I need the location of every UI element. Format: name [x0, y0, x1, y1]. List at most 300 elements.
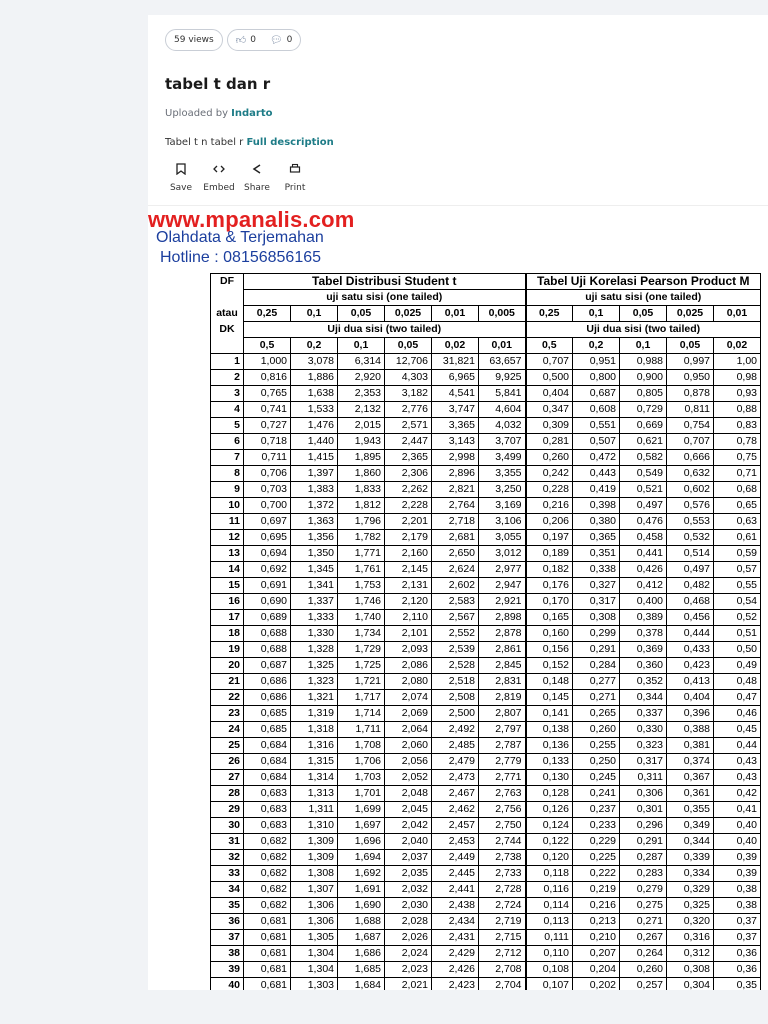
- value-cell: 0,65: [714, 498, 761, 514]
- value-cell: 0,688: [244, 642, 291, 658]
- value-cell: 0,497: [620, 498, 667, 514]
- value-cell: 2,733: [479, 866, 526, 882]
- value-cell: 0,443: [573, 466, 620, 482]
- value-cell: 1,314: [291, 770, 338, 786]
- value-cell: 0,68: [714, 482, 761, 498]
- df-cell: 39: [211, 962, 244, 978]
- value-cell: 2,920: [338, 370, 385, 386]
- value-cell: 2,539: [432, 642, 479, 658]
- value-cell: 2,764: [432, 498, 479, 514]
- document-page: [148, 15, 768, 990]
- df-cell: 28: [211, 786, 244, 802]
- value-cell: 0,279: [620, 882, 667, 898]
- value-cell: 1,321: [291, 690, 338, 706]
- value-cell: 1,721: [338, 674, 385, 690]
- value-cell: 3,106: [479, 514, 526, 530]
- two-tailed-r-level: 0,5: [526, 338, 573, 354]
- table-row: [211, 562, 761, 578]
- value-cell: 1,356: [291, 530, 338, 546]
- value-cell: 1,708: [338, 738, 385, 754]
- value-cell: 0,107: [526, 978, 573, 991]
- value-cell: 1,725: [338, 658, 385, 674]
- print-label: Print: [284, 183, 306, 193]
- table-row: [211, 834, 761, 850]
- table-row: [211, 418, 761, 434]
- value-cell: 3,250: [479, 482, 526, 498]
- value-cell: 2,032: [385, 882, 432, 898]
- value-cell: 0,40: [714, 834, 761, 850]
- df-cell: 19: [211, 642, 244, 658]
- value-cell: 1,323: [291, 674, 338, 690]
- value-cell: 3,078: [291, 354, 338, 370]
- value-cell: 2,807: [479, 706, 526, 722]
- value-cell: 0,576: [667, 498, 714, 514]
- value-cell: 2,977: [479, 562, 526, 578]
- value-cell: 0,250: [573, 754, 620, 770]
- df-cell: 27: [211, 770, 244, 786]
- value-cell: 0,204: [573, 962, 620, 978]
- df-cell: 11: [211, 514, 244, 530]
- value-cell: 1,533: [291, 402, 338, 418]
- value-cell: 6,965: [432, 370, 479, 386]
- value-cell: 0,128: [526, 786, 573, 802]
- value-cell: 6,314: [338, 354, 385, 370]
- comment-icon[interactable]: 💬︎: [269, 34, 283, 46]
- value-cell: 0,148: [526, 674, 573, 690]
- value-cell: 0,754: [667, 418, 714, 434]
- table-row: [211, 978, 761, 991]
- value-cell: 0,219: [573, 882, 620, 898]
- value-cell: 0,351: [573, 546, 620, 562]
- value-cell: 0,951: [573, 354, 620, 370]
- value-cell: 0,264: [620, 946, 667, 962]
- value-cell: 0,686: [244, 690, 291, 706]
- value-cell: 0,271: [573, 690, 620, 706]
- table-row: [211, 482, 761, 498]
- code-icon: [213, 163, 225, 179]
- df-cell: 16: [211, 594, 244, 610]
- value-cell: 0,497: [667, 562, 714, 578]
- value-cell: 0,308: [573, 610, 620, 626]
- value-cell: 12,706: [385, 354, 432, 370]
- value-cell: 0,900: [620, 370, 667, 386]
- table-row: [211, 914, 761, 930]
- r-table-title: Tabel Uji Korelasi Pearson Product M: [526, 274, 761, 290]
- value-cell: 0,52: [714, 610, 761, 626]
- value-cell: 0,271: [620, 914, 667, 930]
- statistics-table: [210, 273, 761, 990]
- value-cell: 0,441: [620, 546, 667, 562]
- value-cell: 3,355: [479, 466, 526, 482]
- embed-button[interactable]: [203, 163, 235, 193]
- value-cell: 0,36: [714, 962, 761, 978]
- value-cell: 31,821: [432, 354, 479, 370]
- value-cell: 0,42: [714, 786, 761, 802]
- value-cell: 0,500: [526, 370, 573, 386]
- table-row: [211, 450, 761, 466]
- value-cell: 0,338: [573, 562, 620, 578]
- table-row: [211, 754, 761, 770]
- value-cell: 3,055: [479, 530, 526, 546]
- value-cell: 0,741: [244, 402, 291, 418]
- table-row: [211, 466, 761, 482]
- value-cell: 3,499: [479, 450, 526, 466]
- share-label: Share: [244, 183, 270, 193]
- value-cell: 0,237: [573, 802, 620, 818]
- value-cell: 0,707: [667, 434, 714, 450]
- value-cell: 1,686: [338, 946, 385, 962]
- value-cell: 0,950: [667, 370, 714, 386]
- value-cell: 0,283: [620, 866, 667, 882]
- df-cell: 35: [211, 898, 244, 914]
- value-cell: 0,765: [244, 386, 291, 402]
- value-cell: 0,111: [526, 930, 573, 946]
- value-cell: 2,028: [385, 914, 432, 930]
- value-cell: 1,350: [291, 546, 338, 562]
- value-cell: 1,714: [338, 706, 385, 722]
- value-cell: 9,925: [479, 370, 526, 386]
- value-cell: 1,833: [338, 482, 385, 498]
- df-cell: 21: [211, 674, 244, 690]
- value-cell: 2,056: [385, 754, 432, 770]
- value-cell: 3,747: [432, 402, 479, 418]
- value-cell: 2,947: [479, 578, 526, 594]
- value-cell: 0,811: [667, 402, 714, 418]
- value-cell: 0,113: [526, 914, 573, 930]
- document-viewer[interactable]: [148, 207, 768, 990]
- df-cell: 15: [211, 578, 244, 594]
- value-cell: 0,39: [714, 866, 761, 882]
- t-one-tailed-label: uji satu sisi (one tailed): [244, 290, 526, 306]
- value-cell: 0,317: [573, 594, 620, 610]
- value-cell: 0,160: [526, 626, 573, 642]
- value-cell: 1,00: [714, 354, 761, 370]
- value-cell: 0,35: [714, 978, 761, 991]
- value-cell: 0,681: [244, 962, 291, 978]
- value-cell: 2,228: [385, 498, 432, 514]
- value-cell: 0,419: [573, 482, 620, 498]
- value-cell: 2,624: [432, 562, 479, 578]
- value-cell: 2,898: [479, 610, 526, 626]
- value-cell: 2,015: [338, 418, 385, 434]
- value-cell: 2,035: [385, 866, 432, 882]
- value-cell: 1,687: [338, 930, 385, 946]
- value-cell: 0,133: [526, 754, 573, 770]
- df-label-dk: DK: [211, 322, 244, 338]
- value-cell: 0,93: [714, 386, 761, 402]
- value-cell: 0,309: [526, 418, 573, 434]
- value-cell: 0,306: [620, 786, 667, 802]
- value-cell: 0,202: [573, 978, 620, 991]
- value-cell: 0,681: [244, 946, 291, 962]
- value-cell: 0,682: [244, 866, 291, 882]
- value-cell: 0,120: [526, 850, 573, 866]
- two-tailed-r-level: 0,1: [620, 338, 667, 354]
- value-cell: 1,316: [291, 738, 338, 754]
- value-cell: 1,363: [291, 514, 338, 530]
- two-tailed-t-level: 0,2: [291, 338, 338, 354]
- value-cell: 0,54: [714, 594, 761, 610]
- author-link[interactable]: Indarto: [231, 108, 273, 119]
- one-tailed-r-level: 0,25: [526, 306, 573, 322]
- value-cell: 2,262: [385, 482, 432, 498]
- value-cell: 2,030: [385, 898, 432, 914]
- table-row: [211, 514, 761, 530]
- df-cell: 12: [211, 530, 244, 546]
- value-cell: 0,367: [667, 770, 714, 786]
- value-cell: 0,681: [244, 914, 291, 930]
- table-row: [211, 402, 761, 418]
- df-cell: 30: [211, 818, 244, 834]
- full-description-link[interactable]: Full description: [246, 137, 334, 148]
- value-cell: 4,541: [432, 386, 479, 402]
- value-cell: 2,045: [385, 802, 432, 818]
- value-cell: 1,717: [338, 690, 385, 706]
- value-cell: 1,000: [244, 354, 291, 370]
- df-cell: 34: [211, 882, 244, 898]
- table-row: [211, 626, 761, 642]
- value-cell: 1,328: [291, 642, 338, 658]
- value-cell: 2,064: [385, 722, 432, 738]
- table-row: [211, 786, 761, 802]
- value-cell: 1,697: [338, 818, 385, 834]
- value-cell: 0,98: [714, 370, 761, 386]
- value-cell: 0,690: [244, 594, 291, 610]
- uploaded-by: [165, 108, 273, 119]
- likes-count: 0: [250, 35, 256, 45]
- value-cell: 2,738: [479, 850, 526, 866]
- df-cell: 3: [211, 386, 244, 402]
- value-cell: 0,727: [244, 418, 291, 434]
- value-cell: 0,369: [620, 642, 667, 658]
- value-cell: 0,57: [714, 562, 761, 578]
- value-cell: 1,638: [291, 386, 338, 402]
- value-cell: 0,145: [526, 690, 573, 706]
- table-row: [211, 370, 761, 386]
- value-cell: 2,583: [432, 594, 479, 610]
- print-button[interactable]: [279, 163, 311, 193]
- value-cell: 1,782: [338, 530, 385, 546]
- value-cell: 0,316: [667, 930, 714, 946]
- df-cell: 7: [211, 450, 244, 466]
- value-cell: 0,816: [244, 370, 291, 386]
- value-cell: 1,476: [291, 418, 338, 434]
- value-cell: 0,257: [620, 978, 667, 991]
- value-cell: 1,372: [291, 498, 338, 514]
- one-tailed-r-level: 0,01: [714, 306, 761, 322]
- value-cell: 2,021: [385, 978, 432, 991]
- value-cell: 0,692: [244, 562, 291, 578]
- value-cell: 0,582: [620, 450, 667, 466]
- value-cell: 0,344: [620, 690, 667, 706]
- value-cell: 5,841: [479, 386, 526, 402]
- value-cell: 0,55: [714, 578, 761, 594]
- value-cell: 1,711: [338, 722, 385, 738]
- value-cell: 2,306: [385, 466, 432, 482]
- value-cell: 0,118: [526, 866, 573, 882]
- one-tailed-r-level: 0,1: [573, 306, 620, 322]
- df-cell: 40: [211, 978, 244, 991]
- value-cell: 0,325: [667, 898, 714, 914]
- value-cell: 3,707: [479, 434, 526, 450]
- value-cell: 0,423: [667, 658, 714, 674]
- value-cell: 2,602: [432, 578, 479, 594]
- value-cell: 0,308: [667, 962, 714, 978]
- value-cell: 0,141: [526, 706, 573, 722]
- table-row: [211, 498, 761, 514]
- value-cell: 2,763: [479, 786, 526, 802]
- one-tailed-t-level: 0,1: [291, 306, 338, 322]
- views-badge: [165, 29, 223, 51]
- save-button[interactable]: [165, 163, 197, 193]
- value-cell: 0,687: [244, 658, 291, 674]
- value-cell: 0,130: [526, 770, 573, 786]
- print-icon: [289, 163, 301, 179]
- value-cell: 0,213: [573, 914, 620, 930]
- value-cell: 0,165: [526, 610, 573, 626]
- two-tailed-t-level: 0,05: [385, 338, 432, 354]
- value-cell: 0,361: [667, 786, 714, 802]
- brand-subtitle: Olahdata & Terjemahan: [156, 229, 324, 246]
- two-tailed-t-level: 0,5: [244, 338, 291, 354]
- value-cell: 0,36: [714, 946, 761, 962]
- value-cell: 0,337: [620, 706, 667, 722]
- value-cell: 1,440: [291, 434, 338, 450]
- value-cell: 0,334: [667, 866, 714, 882]
- value-cell: 2,453: [432, 834, 479, 850]
- df-cell: 1: [211, 354, 244, 370]
- brand-url: www.mpanalis.com: [148, 207, 355, 232]
- value-cell: 1,325: [291, 658, 338, 674]
- value-cell: 1,318: [291, 722, 338, 738]
- value-cell: 1,341: [291, 578, 338, 594]
- value-cell: 0,682: [244, 882, 291, 898]
- value-cell: 0,689: [244, 610, 291, 626]
- value-cell: 0,476: [620, 514, 667, 530]
- one-tailed-t-level: 0,25: [244, 306, 291, 322]
- table-row: [211, 354, 761, 370]
- table-row: [211, 770, 761, 786]
- value-cell: 0,38: [714, 882, 761, 898]
- value-cell: 0,412: [620, 578, 667, 594]
- value-cell: 0,532: [667, 530, 714, 546]
- value-cell: 0,317: [620, 754, 667, 770]
- value-cell: 0,507: [573, 434, 620, 450]
- value-cell: 1,685: [338, 962, 385, 978]
- df-cell: 2: [211, 370, 244, 386]
- value-cell: 0,312: [667, 946, 714, 962]
- two-tailed-r-level: 0,2: [573, 338, 620, 354]
- value-cell: 2,921: [479, 594, 526, 610]
- value-cell: 2,048: [385, 786, 432, 802]
- value-cell: 0,691: [244, 578, 291, 594]
- value-cell: 2,571: [385, 418, 432, 434]
- df-cell: 8: [211, 466, 244, 482]
- df-cell: 22: [211, 690, 244, 706]
- value-cell: 0,291: [573, 642, 620, 658]
- value-cell: 0,685: [244, 706, 291, 722]
- value-cell: 2,132: [338, 402, 385, 418]
- value-cell: 0,344: [667, 834, 714, 850]
- value-cell: 1,734: [338, 626, 385, 642]
- value-cell: 0,878: [667, 386, 714, 402]
- table-row: [211, 818, 761, 834]
- value-cell: 0,304: [667, 978, 714, 991]
- value-cell: 2,447: [385, 434, 432, 450]
- value-cell: 3,365: [432, 418, 479, 434]
- value-cell: 2,750: [479, 818, 526, 834]
- table-row: [211, 962, 761, 978]
- value-cell: 0,400: [620, 594, 667, 610]
- value-cell: 0,621: [620, 434, 667, 450]
- value-cell: 0,170: [526, 594, 573, 610]
- value-cell: 2,110: [385, 610, 432, 626]
- value-cell: 0,311: [620, 770, 667, 786]
- share-icon: [251, 163, 263, 179]
- action-bar: [165, 163, 311, 193]
- df-cell: 14: [211, 562, 244, 578]
- value-cell: 1,746: [338, 594, 385, 610]
- one-tailed-levels-row: [211, 306, 761, 322]
- df-cell: 29: [211, 802, 244, 818]
- value-cell: 2,040: [385, 834, 432, 850]
- value-cell: 0,156: [526, 642, 573, 658]
- two-tailed-t-level: 0,02: [432, 338, 479, 354]
- value-cell: 1,692: [338, 866, 385, 882]
- value-cell: 0,352: [620, 674, 667, 690]
- share-button[interactable]: [241, 163, 273, 193]
- value-cell: 0,152: [526, 658, 573, 674]
- value-cell: 0,686: [244, 674, 291, 690]
- value-cell: 0,683: [244, 786, 291, 802]
- value-cell: 0,681: [244, 978, 291, 991]
- df-cell: 31: [211, 834, 244, 850]
- df-cell: 5: [211, 418, 244, 434]
- value-cell: 0,339: [667, 850, 714, 866]
- value-cell: 1,943: [338, 434, 385, 450]
- table-row: [211, 722, 761, 738]
- value-cell: 2,719: [479, 914, 526, 930]
- table-row: [211, 530, 761, 546]
- value-cell: 1,345: [291, 562, 338, 578]
- thumbs-up-icon[interactable]: 👍︎: [235, 35, 247, 46]
- df-cell: 33: [211, 866, 244, 882]
- page-title: tabel t dan r: [165, 75, 271, 93]
- rating-pill: [227, 29, 302, 51]
- df-cell: 36: [211, 914, 244, 930]
- value-cell: 2,552: [432, 626, 479, 642]
- value-cell: 0,138: [526, 722, 573, 738]
- value-cell: 2,024: [385, 946, 432, 962]
- value-cell: 1,684: [338, 978, 385, 991]
- value-cell: 0,413: [667, 674, 714, 690]
- value-cell: 2,423: [432, 978, 479, 991]
- value-cell: 0,805: [620, 386, 667, 402]
- value-cell: 0,684: [244, 738, 291, 754]
- value-cell: 1,304: [291, 946, 338, 962]
- value-cell: 1,309: [291, 834, 338, 850]
- value-cell: 2,179: [385, 530, 432, 546]
- value-cell: 0,327: [573, 578, 620, 594]
- value-cell: 0,426: [620, 562, 667, 578]
- value-cell: 2,426: [432, 962, 479, 978]
- value-cell: 0,75: [714, 450, 761, 466]
- value-cell: 0,365: [573, 530, 620, 546]
- value-cell: 2,160: [385, 546, 432, 562]
- value-cell: 2,131: [385, 578, 432, 594]
- value-cell: 0,228: [526, 482, 573, 498]
- value-cell: 0,514: [667, 546, 714, 562]
